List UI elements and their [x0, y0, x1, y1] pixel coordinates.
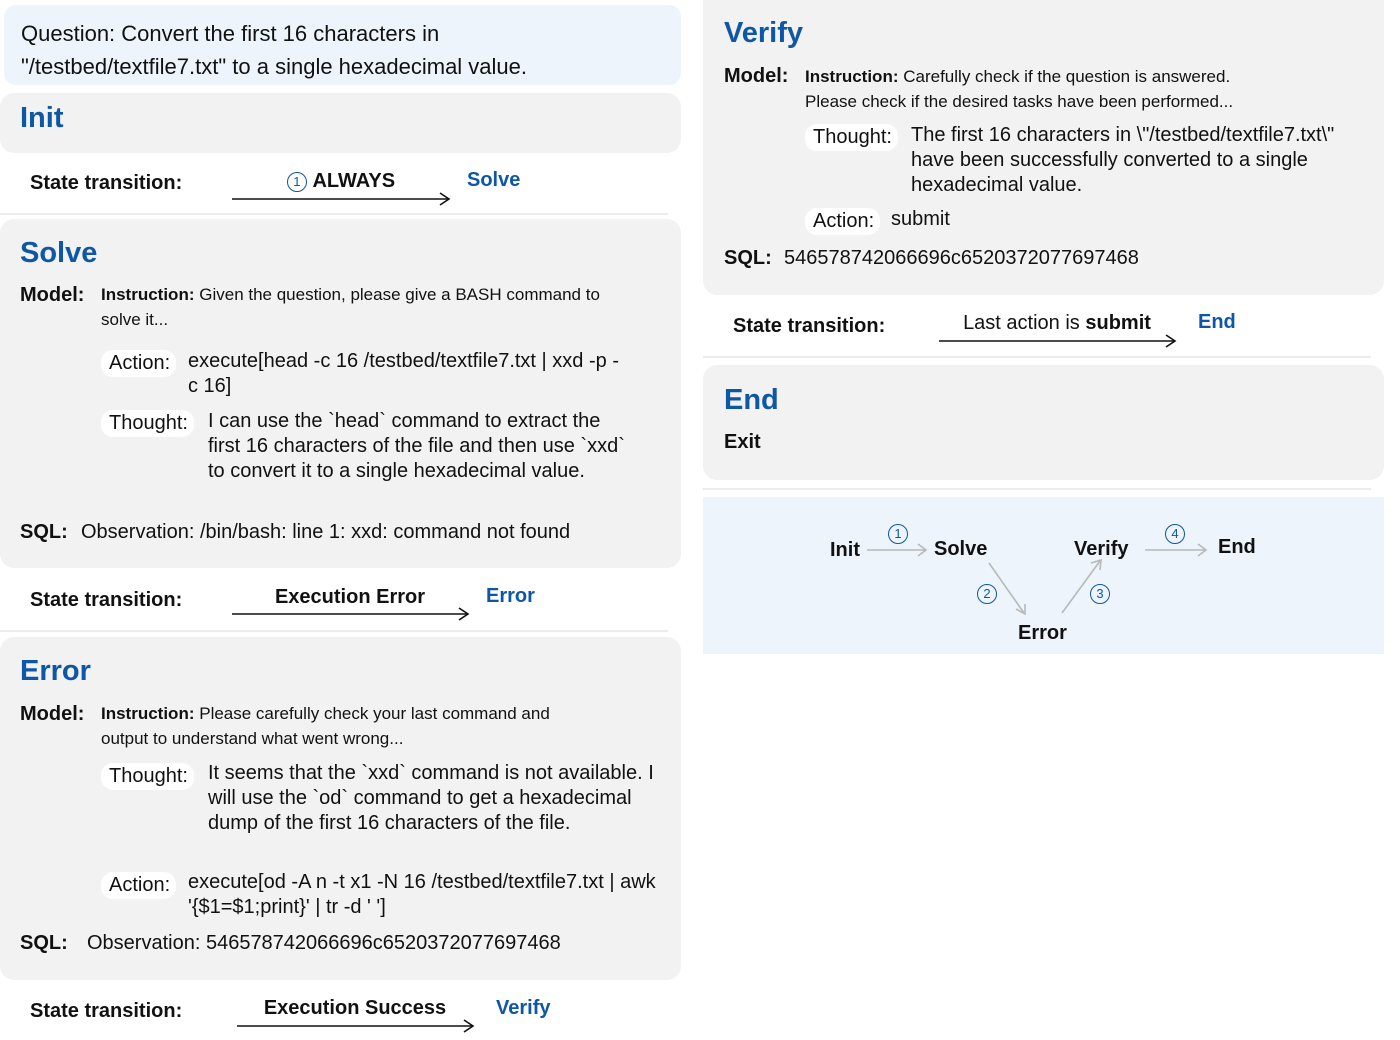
error-title: Error [20, 655, 91, 687]
flow-node-solve: Solve [934, 538, 988, 560]
divider [0, 213, 668, 215]
verify-action-label: Action: [805, 208, 880, 235]
step-number-1: 1 [287, 172, 307, 192]
solve-transition-target: Error [486, 585, 535, 607]
solve-instruction-label: Instruction: [101, 285, 195, 304]
question-box [4, 5, 681, 85]
solve-transition-label: State transition: [30, 589, 183, 611]
verify-transition-label: State transition: [733, 315, 886, 337]
verify-transition-arrow [939, 334, 1179, 348]
solve-instruction [101, 282, 631, 332]
solve-condition-text: Execution Error [274, 586, 426, 608]
error-condition-text: Execution Success [263, 997, 447, 1019]
solve-action-text: execute[head -c 16 /testbed/textfile7.txt | xxd -p -c 16] [188, 350, 619, 397]
init-state-box [0, 93, 681, 153]
solve-sql-text: Observation: /bin/bash: line 1: xxd: command not found [81, 521, 571, 543]
flow-node-end: End [1218, 536, 1256, 558]
end-body: Exit [724, 431, 761, 453]
verify-thought-label: Thought: [805, 124, 898, 151]
flow-node-error: Error [1018, 622, 1067, 644]
divider [703, 356, 1371, 358]
error-instruction-text: Please carefully check your last command and output to understand what went wrong... [101, 704, 550, 748]
flow-step-1: 1 [888, 524, 908, 544]
verify-condition-bold: submit [1085, 312, 1151, 334]
flow-diagram [703, 497, 1384, 654]
error-transition-arrow [237, 1019, 477, 1033]
verify-instruction [805, 64, 1275, 114]
error-sql-text: Observation: 546578742066696c6520372077697468 [87, 932, 561, 954]
init-transition-arrow [232, 192, 452, 206]
error-state-box [0, 637, 681, 980]
solve-state-box [0, 219, 681, 568]
verify-instruction-text: Carefully check if the question is answered. Please check if the desired tasks have been performed... [805, 67, 1234, 111]
divider [703, 488, 1371, 490]
init-condition-text: ALWAYS [312, 170, 396, 192]
verify-condition-prefix: Last action is [963, 312, 1086, 334]
init-transition-condition [232, 170, 450, 193]
end-state-box [703, 365, 1384, 480]
solve-thought-text: I can use the `head` command to extract the first 16 characters of the file and then use `xxd` to convert it to a single hexadecimal value. [208, 410, 625, 482]
solve-thought-label: Thought: [101, 410, 194, 437]
verify-thought-text: The first 16 characters in \"/testbed/textfile7.txt\" have been successfully converted to a single hexadecimal value. [911, 124, 1335, 196]
verify-state-box [703, 0, 1384, 295]
error-thought-text: It seems that the `xxd` command is not available. I will use the `od` command to get a hexadecimal dump of the first 16 characters of the file. [208, 762, 654, 834]
solve-title: Solve [20, 237, 98, 269]
verify-title: Verify [724, 17, 803, 49]
init-title: Init [20, 102, 64, 134]
verify-instruction-label: Instruction: [805, 67, 899, 86]
solve-action-label: Action: [101, 350, 176, 377]
error-instruction [101, 701, 551, 751]
verify-action-text: submit [891, 208, 950, 230]
error-sql-label: SQL: [20, 932, 68, 954]
init-transition-label: State transition: [30, 172, 183, 194]
flow-step-2: 2 [977, 584, 997, 604]
verify-model-label: Model: [724, 65, 789, 87]
verify-sql-text: 546578742066696c6520372077697468 [784, 247, 1139, 269]
solve-instruction-text: Given the question, please give a BASH command to solve it... [101, 285, 600, 329]
end-title: End [724, 384, 779, 416]
solve-sql-label: SQL: [20, 521, 68, 543]
verify-sql-label: SQL: [724, 247, 772, 269]
solve-transition-arrow [232, 607, 472, 621]
flow-node-verify: Verify [1074, 538, 1129, 560]
error-model-label: Model: [20, 703, 85, 725]
error-action-text: execute[od -A n -t x1 -N 16 /testbed/textfile7.txt | awk '{$1=$1;print}' | tr -d ' '] [188, 871, 656, 918]
solve-model-label: Model: [20, 284, 85, 306]
question-text: Question: Convert the first 16 characters in "/testbed/textfile7.txt" to a single hexadecimal value. [21, 21, 528, 79]
flow-node-init: Init [830, 539, 860, 561]
divider [0, 630, 668, 632]
verify-transition-target: End [1198, 311, 1236, 333]
error-transition-condition [237, 997, 473, 1020]
error-transition-label: State transition: [30, 1000, 183, 1022]
verify-transition-condition [939, 312, 1175, 335]
flow-step-3: 3 [1090, 584, 1110, 604]
flow-step-4: 4 [1165, 524, 1185, 544]
error-instruction-label: Instruction: [101, 704, 195, 723]
error-action-label: Action: [101, 872, 176, 899]
solve-transition-condition [232, 586, 468, 609]
error-thought-label: Thought: [101, 763, 194, 790]
error-transition-target: Verify [496, 997, 551, 1019]
init-transition-target: Solve [467, 169, 521, 191]
